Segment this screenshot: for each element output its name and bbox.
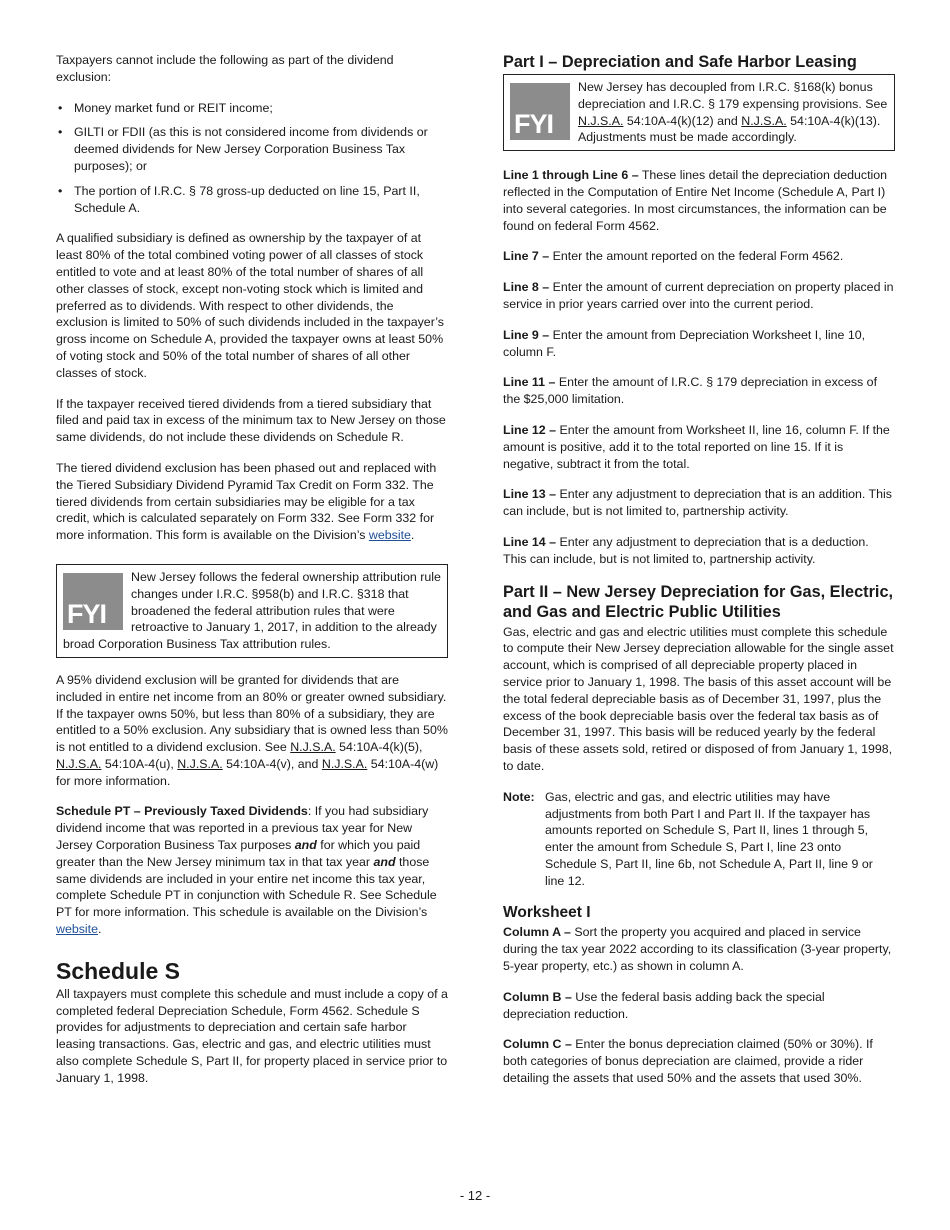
note-block — [503, 789, 895, 890]
column-b-instruction: Column B – Use the federal basis adding back the special depreciation reduction. — [503, 989, 825, 1021]
fyi-icon: FYI — [510, 83, 570, 140]
column-c-instruction: Column C – Enter the bonus depreciation claimed (50% or 30%). If both categories of bonus depreciation are claimed, provide a rider detailing the assets that used 50% and the assets that used 30%. — [503, 1037, 873, 1086]
tiered-dividends-paragraph: If the taxpayer received tiered dividends from a tiered subsidiary that filed and paid tax in excess of the minimum tax to New Jersey on those same dividends, do not include these dividends on Schedule R. — [56, 396, 446, 445]
fyi-text: New Jersey has decoupled from I.R.C. §168(k) bonus depreciation and I.R.C. § 179 expensing provisions. See N.J.S.A. 54:10A-4(k)(12) and N.J.S.A. 54:10A-4(k)(13). Adjustments must be made accordingly. — [578, 80, 888, 145]
left-column — [56, 52, 448, 1101]
exclusion-list — [56, 100, 448, 217]
note-label: Note: — [503, 789, 535, 804]
line-7-instruction: Line 7 – Enter the amount reported on the federal Form 4562. — [503, 249, 844, 264]
line-8-instruction: Line 8 – Enter the amount of current depreciation on property placed in service in prior years carried over into the current period. — [503, 280, 894, 311]
fyi-text: New Jersey follows the federal ownership attribution rule changes under I.R.C. §958(b) and I.R.C. §318 that broadened the federal attribution rules that were retroactive to January 1, 2017, in addition to the already broad Corporation Business Tax attribution rules. — [63, 569, 441, 652]
list-item: • The portion of I.R.C. § 78 gross-up deducted on line 15, Part II, Schedule A. — [56, 183, 448, 217]
schedule-pt-title: Schedule PT – Previously Taxed Dividends — [56, 804, 308, 819]
website-link[interactable]: website — [368, 528, 411, 543]
tiered-exclusion-paragraph: The tiered dividend exclusion has been phased out and replaced with the Tiered Subsidiary Dividend Pyramid Tax Credit on Form 332. The tiered dividends from certain subsidiaries may be eligible for a tax credit, which is calculated separately on Form 332. See Form 332 for more information. This form is available on the Division’s website. — [56, 460, 437, 543]
column-a-instruction: Column A – Sort the property you acquired and placed in service during the tax year 2022 according to its classification (3-year property, 5-year property, etc.) as shown in column A. — [503, 925, 892, 974]
part-2-heading: Part II – New Jersey Depreciation for Gas, Electric, and Gas and Electric Public Utilities — [503, 582, 894, 621]
line-9-instruction: Line 9 – Enter the amount from Depreciation Worksheet I, line 10, column F. — [503, 327, 866, 359]
dividend-exclusion-paragraph: A 95% dividend exclusion will be granted for dividends that are included in entire net income from an 80% or greater owned subsidiary. If the taxpayer owns 50%, but less than 80% of a subsidiary, they are entitled to a 50% exclusion. Any subsidiary that is owned less than 50% is not entitled to a dividend exclusion. See N.J.S.A. 54:10A-4(k)(5), N.J.S.A. 54:10A-4(u), N.J.S.A. 54:10A-4(v), and N.J.S.A. 54:10A-4(w) for more information. — [56, 672, 448, 788]
line-12-instruction: Line 12 – Enter the amount from Worksheet II, line 16, column F. If the amount is positive, add it to the total reported on line 15. If it is negative, subtract it from the total. — [503, 422, 890, 471]
schedule-s-paragraph: All taxpayers must complete this schedule and must include a copy of a completed federal Depreciation Schedule, Form 4562. Schedule S provides for adjustments to depreciation and certain safe harbor leasing transactions. Gas, electric and gas, and electric utilities must also complete Schedule S, Part II, for property placed in service prior to January 1, 1998. — [56, 986, 448, 1085]
list-item: • GILTI or FDII (as this is not considered income from dividends or deemed dividends for New Jersey Corporation Business Tax purposes); or — [56, 124, 448, 174]
fyi-box-decoupling — [503, 74, 895, 151]
line-14-instruction: Line 14 – Enter any adjustment to depreciation that is a deduction. This can include, but is not limited to, partnership activity. — [503, 534, 869, 566]
page-number: - 12 - — [459, 1188, 491, 1203]
line-1-6-instruction: Line 1 through Line 6 – These lines detail the depreciation deduction reflected in the Computation of Entire Net Income (Schedule A, Part I) into several categories. In most circumstances, the information can be found on federal Form 4562. — [503, 168, 888, 233]
exclusion-intro: Taxpayers cannot include the following as part of the dividend exclusion: — [56, 53, 394, 84]
part-1-heading: Part I – Depreciation and Safe Harbor Leasing — [503, 53, 857, 71]
part-2-paragraph: Gas, electric and gas and electric utilities must complete this schedule to compute their New Jersey depreciation allowable for the single asset account, which is comprised of all depreciable property placed in service prior to January 1, 1998. The basis of this asset account will be the total federal depreciable basis as of December 31, 1997, plus the excess of the book depreciable basis over the federal tax basis as of December 31, 1997. This basis will be reduced yearly by the federal basis of these assets sold, retired or disposed of from January 1, 1998, to date. — [503, 624, 894, 773]
right-column — [503, 52, 895, 1101]
note-text: Gas, electric and gas, and electric utilities may have adjustments from both Part I and Part II. If the taxpayer has amounts reported on Schedule S, Part II, lines 1 through 5, enter the amount from Schedule S, Part I, line 23 onto Schedule S, Part II, line 6b, not Schedule A, Part II, line 9 or line 12. — [545, 789, 873, 888]
website-link[interactable]: website — [56, 922, 99, 937]
line-13-instruction: Line 13 – Enter any adjustment to depreciation that is an addition. This can include, but is not limited to, partnership activity. — [503, 487, 892, 519]
schedule-pt-paragraph: Schedule PT – Previously Taxed Dividends: If you had subsidiary dividend income that was reported in a previous tax year for New Jersey Corporation Business Tax purposes and for which you paid greater than the New Jersey minimum tax in that tax year and those same dividends are included in your entire net income this tax year, complete Schedule PT in conjunction with Schedule R. See Schedule PT for more information. This schedule is available on the Division’s website. — [56, 804, 437, 937]
line-11-instruction: Line 11 – Enter the amount of I.R.C. § 179 depreciation in excess of the $25,000 limitation. — [503, 375, 878, 407]
fyi-box-attribution — [56, 564, 448, 658]
fyi-icon: FYI — [63, 573, 123, 630]
schedule-s-heading: Schedule S — [56, 957, 180, 984]
list-item: • Money market fund or REIT income; — [56, 100, 448, 117]
worksheet-1-heading: Worksheet I — [503, 904, 591, 922]
qualified-subsidiary-paragraph: A qualified subsidiary is defined as ownership by the taxpayer of at least 80% of the total combined voting power of all classes of stock entitled to vote and at least 80% of the total number of shares of all other classes of stock, except non-voting stock which is limited and preferred as to dividends. With respect to other dividends, the exclusion is limited to 50% of such dividends included in the taxpayer’s gross income on Schedule A, provided the taxpayer owns at least 50% of voting stock and 50% of the total number of shares of all other classes of stock. — [56, 231, 445, 380]
